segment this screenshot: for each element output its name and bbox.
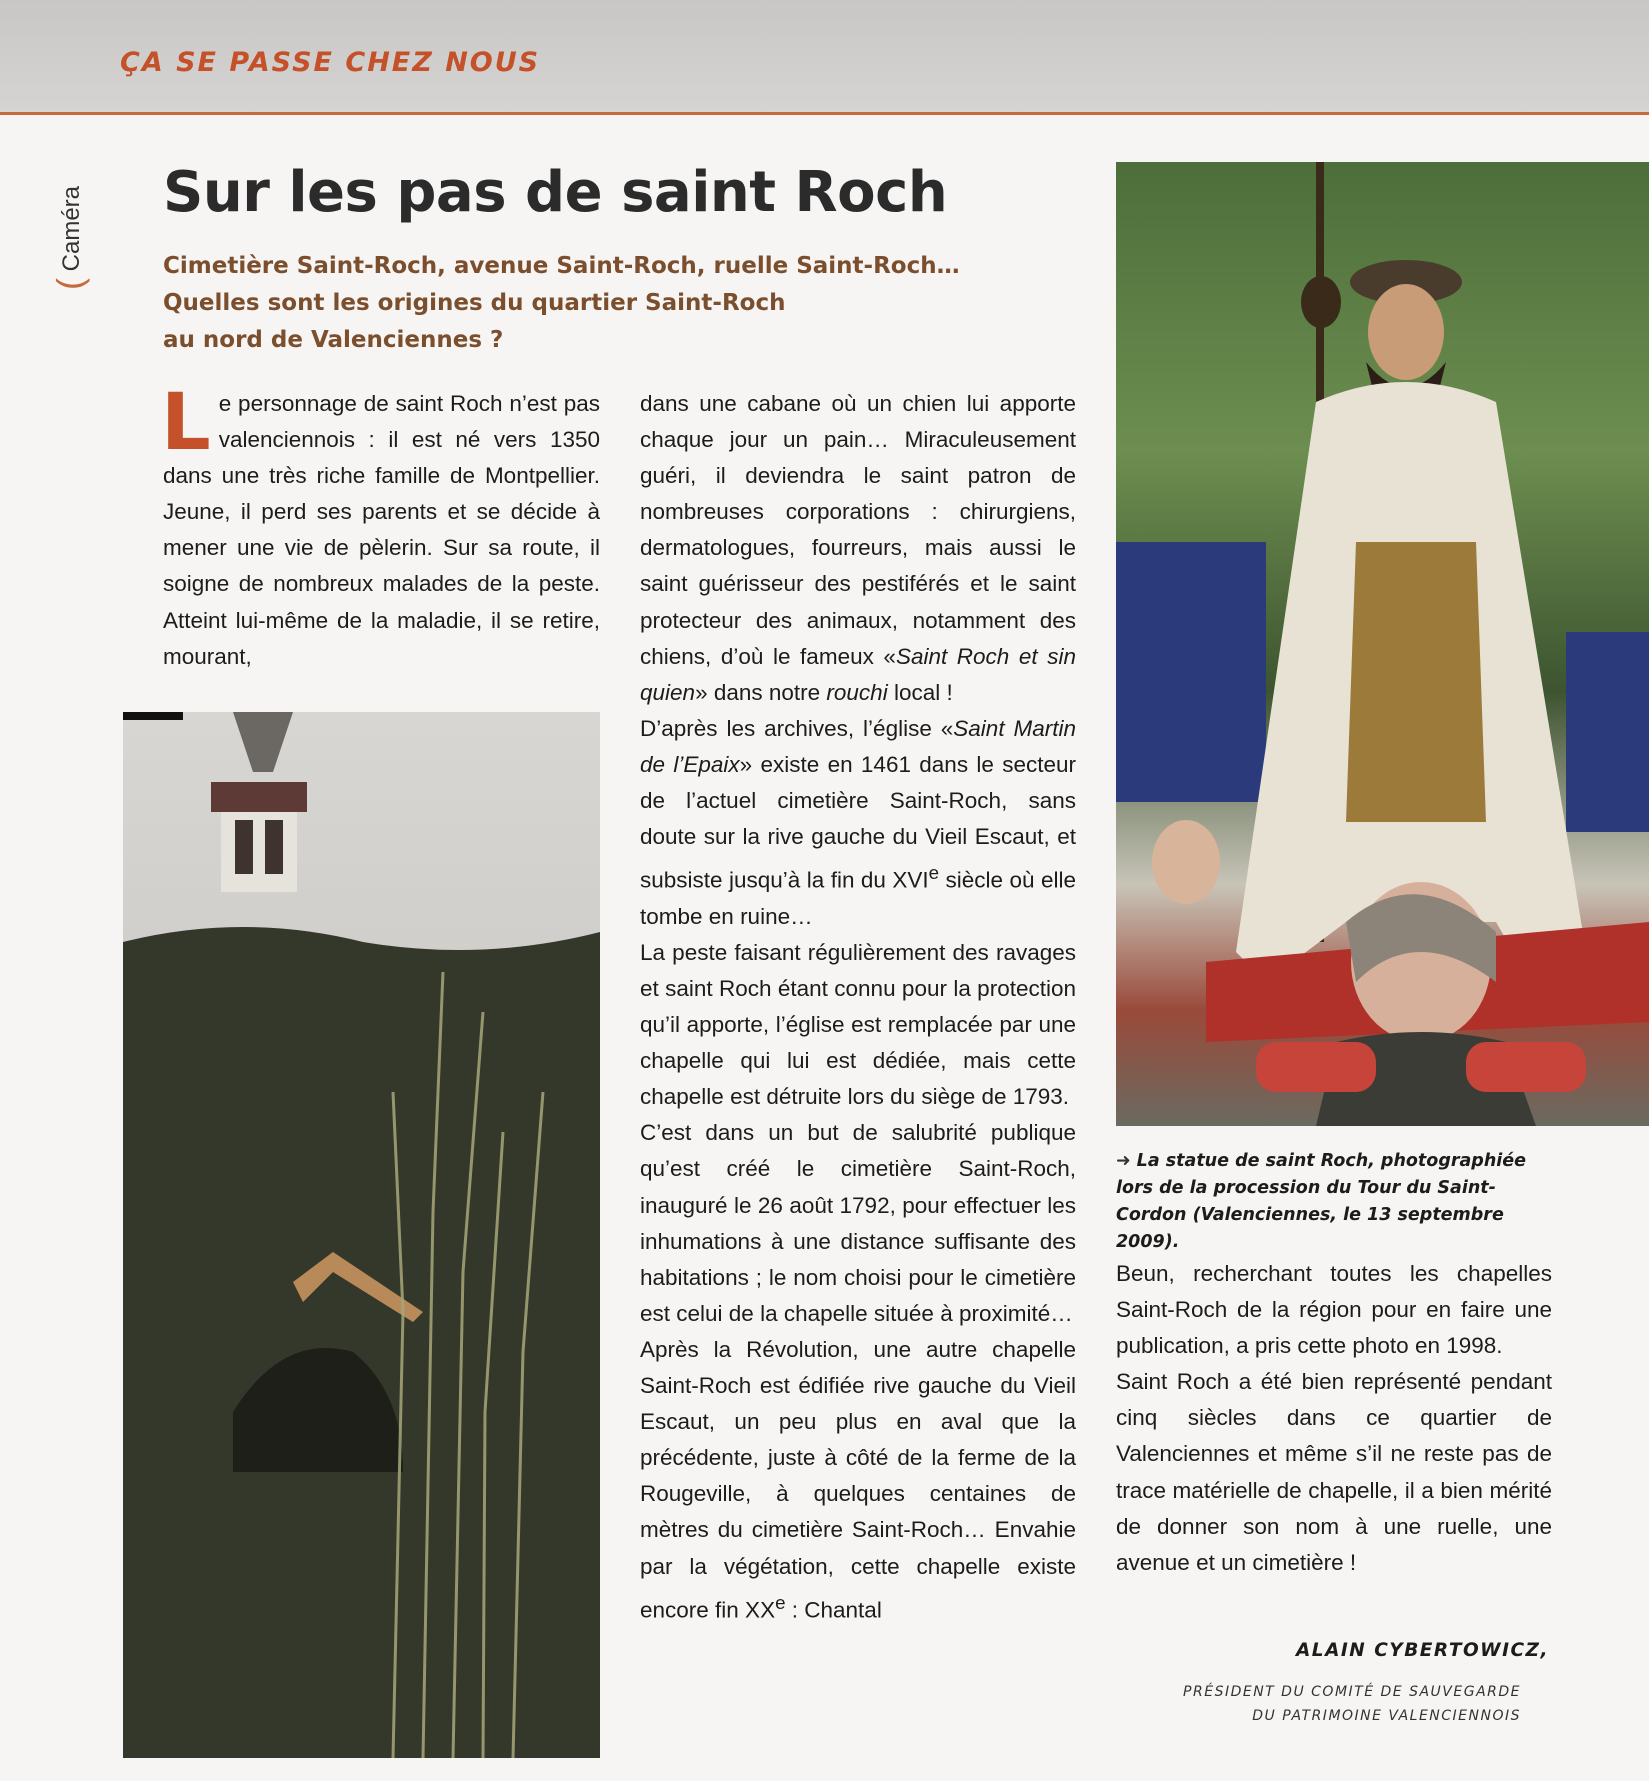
paragraph-text: siècle où elle tombe en ruine…	[640, 867, 1076, 929]
author-title-line: DU PATRIMOINE VALENCIENNOIS	[1252, 1708, 1521, 1724]
column-1	[161, 378, 600, 675]
paragraph: Beun, recherchant toutes les chapelles Saint-Roch de la région pour en faire une publication, a pris cette photo en 1998.	[1116, 1261, 1552, 1359]
superscript: e	[928, 862, 940, 884]
standfirst	[163, 248, 963, 359]
paragraph-text: e personnage de saint Roch n’est pas valenciennois : il est né vers 1350 dans une très riche famille de Montpellier. Jeune, il perd ses parents et se décide à mener une vie de pèlerin. Sur sa route, il soigne de nombreux malades de la peste. Atteint lui-même de la maladie, il se retire, mourant,	[163, 391, 600, 669]
column-3	[1116, 1256, 1552, 1581]
chapel-photo	[123, 712, 600, 1758]
paragraph-text: dans une cabane où un chien lui apporte chaque jour un pain… Miraculeusement guéri, il deviendra le saint patron de nombreuses corporations : chirurgiens, dermatologues, fourreurs, mais aussi le saint guérisseur des pestiférés et le saint protecteur des animaux, notamment des chiens, d’où le fameux «	[640, 391, 1076, 669]
chapel-photo-illustration	[123, 712, 600, 1758]
statue-photo-illustration	[1116, 162, 1649, 1126]
paragraph-text: » dans notre	[695, 679, 827, 705]
standfirst-line: au nord de Valenciennes ?	[163, 327, 504, 353]
photo-caption	[1116, 1148, 1546, 1256]
caption-text: La statue de saint Roch, photographiée lors de la procession du Tour du Saint-Cordon (Valenciennes, le 13 septembre 2009).	[1116, 1151, 1527, 1252]
section-tab: ( Caméra	[49, 185, 90, 291]
paragraph: La peste faisant régulièrement des ravages et saint Roch étant connu pour la protection qu’il apporte, l’église est remplacée par une chapelle qui lui est dédiée, mais cette chapelle est détruite lors du siège de 1793.	[640, 939, 1076, 1110]
author-name: ALAIN CYBERTOWICZ,	[1295, 1640, 1549, 1661]
arrow-icon: ➜	[1116, 1151, 1131, 1171]
superscript: e	[775, 1591, 786, 1613]
column-2	[640, 386, 1076, 1628]
church-name-italic: Saint Martin de l’Epaix	[640, 715, 1076, 777]
paragraph	[161, 378, 600, 675]
paragraph: C’est dans un but de salubrité publique qu’est créé le cimetière Saint-Roch, inauguré le 26 août 1792, pour effectuer les inhumations à une distance suffisante des habitations ; le nom choisi pour le cimetière est celui de la chapelle située à proximité…	[640, 1120, 1076, 1326]
rouchi-italic: rouchi	[826, 679, 888, 705]
paragraph: Saint Roch a été bien représenté pendant cinq siècles dans ce quartier de Valenciennes et même s’il ne reste pas de trace matérielle de chapelle, il a bien mérité de donner son nom à une ruelle, une avenue et un cimetière !	[1116, 1369, 1552, 1575]
paragraph-text: D’après les archives, l’église «	[640, 715, 954, 741]
quote-italic: Saint Roch et sin quien	[640, 643, 1076, 705]
statue-photo	[1116, 162, 1649, 1126]
rubric-title: ÇA SE PASSE CHEZ NOUS	[120, 47, 541, 78]
paragraph-text: Après la Révolution, une autre chapelle Saint-Roch est édifiée rive gauche du Vieil Escaut, un peu plus en aval que la précédente, juste à côté de la ferme de la Rougeville, à quelques centaines de mètres du cimetière Saint-Roch… Envahie par la végétation, cette chapelle existe encore fin XX	[640, 1336, 1076, 1623]
section-tab-label: Caméra	[58, 185, 85, 272]
standfirst-line: Quelles sont les origines du quartier Saint-Roch	[163, 290, 786, 316]
paragraph	[640, 386, 1076, 711]
paragraph-text: local !	[887, 679, 953, 705]
drop-cap: L	[161, 378, 211, 468]
author-title-line: PRÉSIDENT DU COMITÉ DE SAUVEGARDE	[1183, 1684, 1521, 1700]
paragraph	[640, 1332, 1076, 1628]
paragraph-text: » existe en 1461 dans le secteur de l’actuel cimetière Saint-Roch, sans doute sur la rive gauche du Vieil Escaut, et subsiste jusqu’à la fin du XVI	[640, 751, 1077, 893]
author-title	[1101, 1680, 1521, 1728]
paragraph-text: : Chantal	[785, 1597, 882, 1623]
standfirst-line: Cimetière Saint-Roch, avenue Saint-Roch, ruelle Saint-Roch…	[163, 253, 960, 279]
headline: Sur les pas de saint Roch	[163, 160, 948, 225]
paragraph	[640, 711, 1076, 935]
